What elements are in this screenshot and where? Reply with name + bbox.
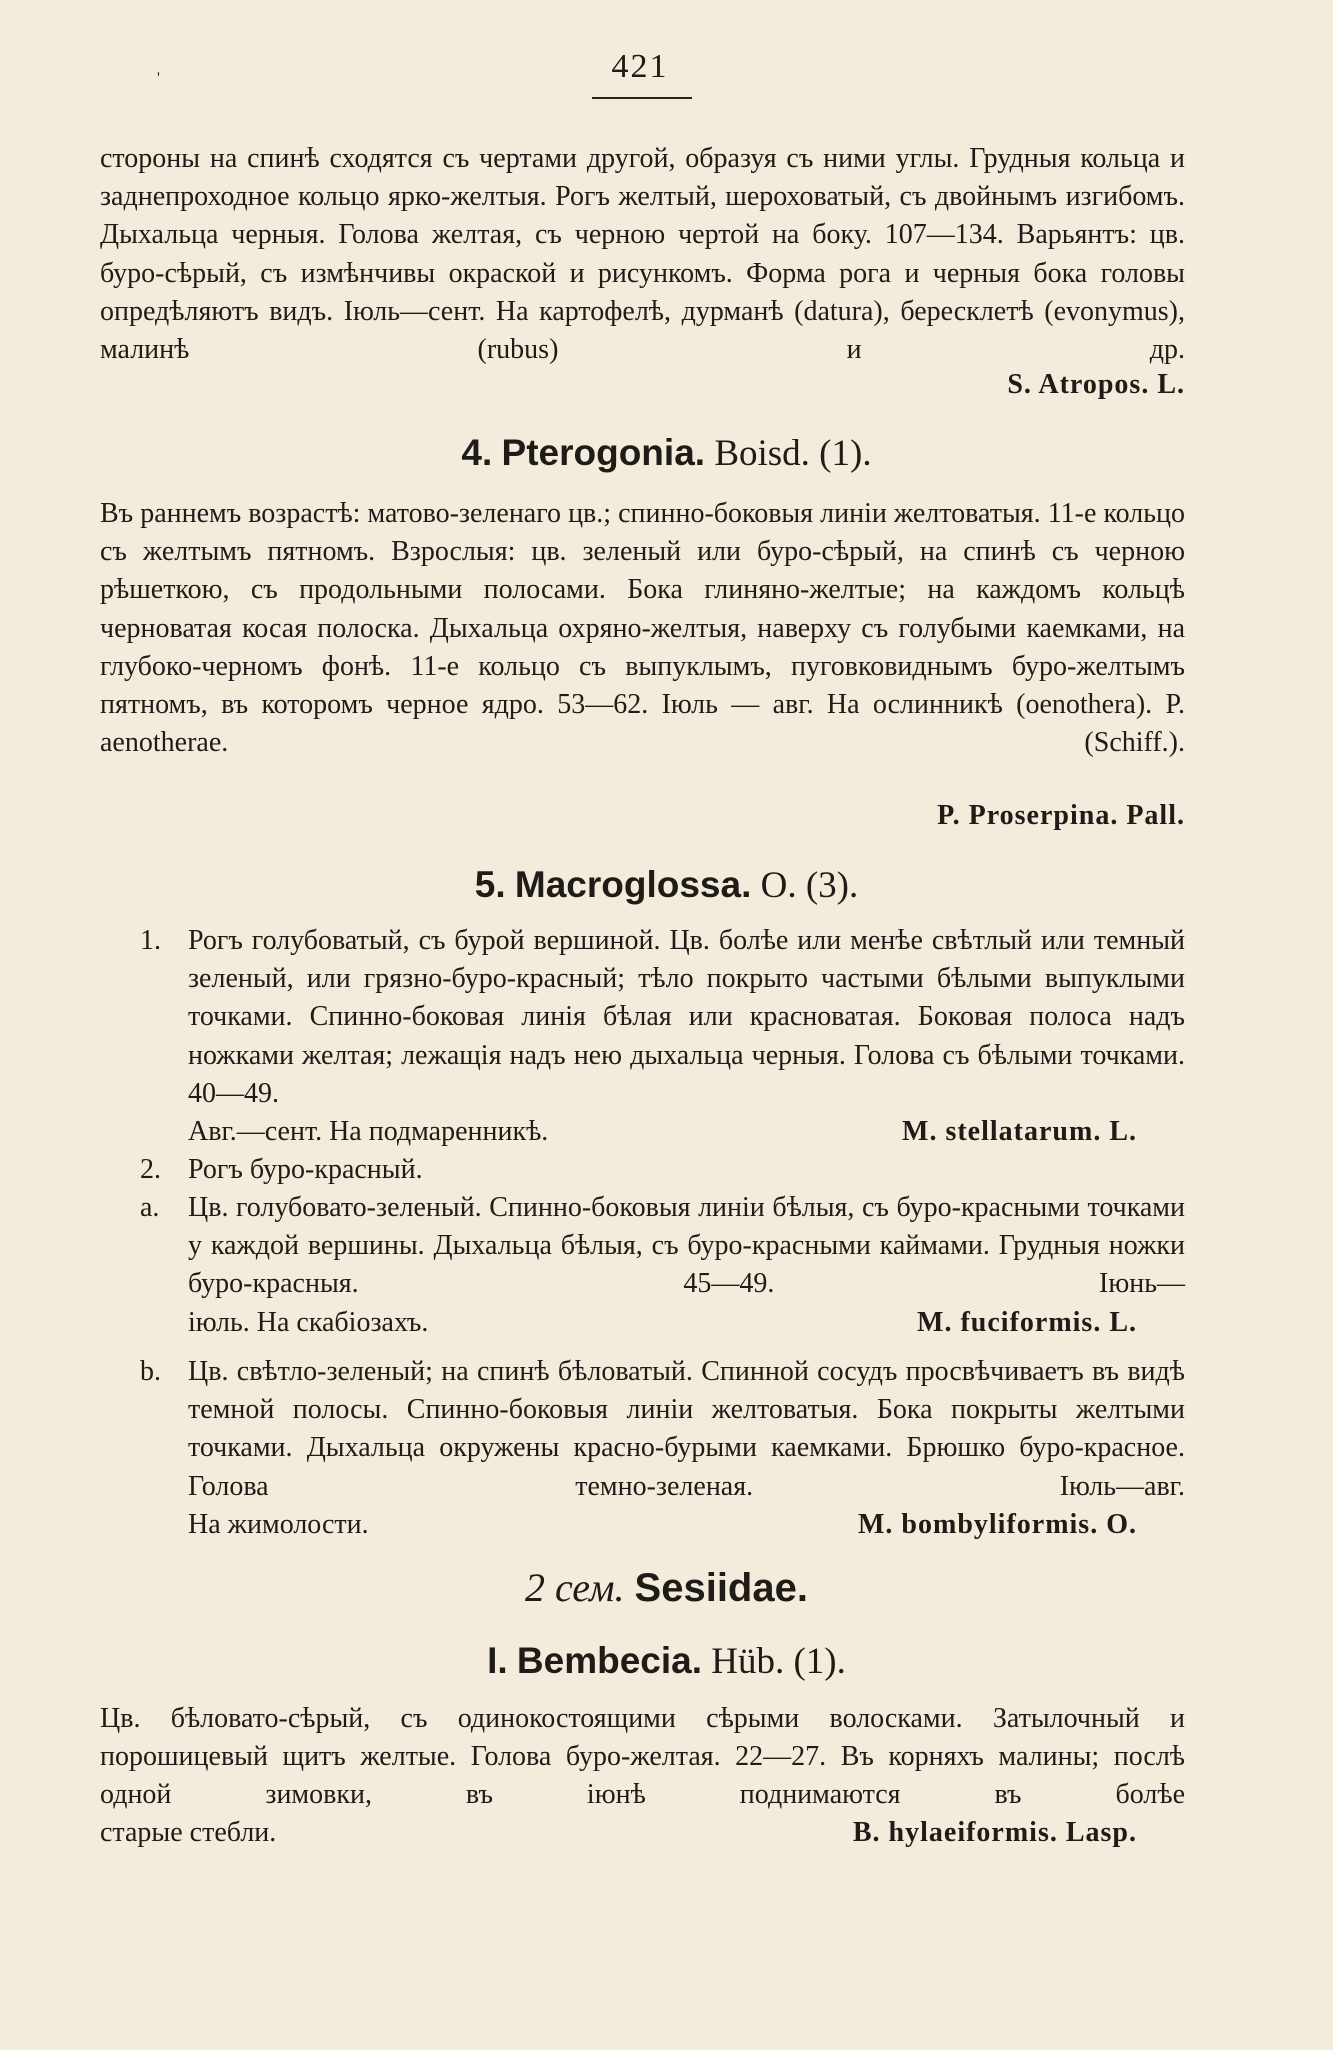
genus-heading-pterogonia (0, 430, 1333, 477)
paragraph-proserpina: Въ раннемъ возрастѣ: матово-зеленаго цв.; спинно-боковыя линіи желтоватыя. 11-е кольцо съ желтымъ пятномъ. Взрослыя: цв. зеленый или буро-сѣрый, на спинѣ съ черною рѣшеткою, съ продольными полосами. Бока глиняно-желтые; на каждомъ кольцѣ черноватая косая полоска. Дыхальца охряно-желтыя, наверху съ голубыми каемками, на глубоко-черномъ фонѣ. 11-е кольцо съ выпуклымъ, пуговковиднымъ буро-желтымъ пятномъ, въ которомъ черное ядро. 53—62. Іюль — авг. На ослинникѣ (oenothera). P. aenotherae. (Schiff.). (100, 498, 1185, 759)
key-marker: 1. (140, 925, 161, 956)
genus-number: 4. (461, 432, 493, 473)
genus-name: Pterogonia. (501, 432, 706, 473)
genus-author: O. (3). (760, 865, 859, 906)
key-description: Рогъ буро-красный. (188, 1154, 423, 1185)
genus-heading-bembecia (0, 1638, 1333, 1685)
key-marker: b. (140, 1356, 161, 1387)
species-hylaeiformis: B. hylaeiformis. Lasp. (852, 1817, 1137, 1848)
page-number: 421 (611, 48, 669, 85)
species-proserpina: P. Proserpina. Pall. (937, 800, 1185, 831)
species-bombyliformis: M. bombyliformis. O. (858, 1509, 1137, 1540)
genus-number: I. (487, 1640, 508, 1681)
paragraph-hylaeiformis: Цв. бѣловато-сѣрый, съ одинокостоящими сѣрыми волосками. Затылочный и порошицевый щитъ желтые. Голова буро-желтая. 22—27. Въ корняхъ малины; послѣ одной зимовки, въ іюнѣ поднимаются въ болѣе (100, 1703, 1185, 1811)
key-description: Рогъ голубоватый, съ бурой вершиной. Цв. болѣе или менѣе свѣтлый или темный зеленый, или грязно-буро-красный; тѣло покрыто частыми бѣлыми выпуклыми точками. Спинно-боковая линія бѣлая или красноватая. Боковая полоса надъ ножками желтая; лежащія надъ нею дыхальца черныя. Голова съ бѣлыми точками. 40—49. (188, 925, 1185, 1109)
key-description: Цв. голубовато-зеленый. Спинно-боковыя линіи бѣлыя, съ буро-красными точками у каждой вершины. Дыхальца бѣлыя, съ буро-красными каймами. Грудныя ножки буро-красныя. 45—49. Іюнь— (188, 1192, 1185, 1300)
page-number-rule (592, 97, 692, 99)
family-heading (0, 1565, 1333, 1611)
genus-name: Bembecia. (516, 1640, 703, 1681)
key-marker: 2. (140, 1154, 161, 1185)
paragraph-atropos: стороны на спинѣ сходятся съ чертами другой, образуя съ ними углы. Грудныя кольца и заднепроходное кольцо ярко-желтыя. Рогъ желтый, шероховатый, съ двойнымъ изгибомъ. Дыхальца черныя. Голова желтая, съ черною чертой на боку. 107—134. Варьянтъ: цв. буро-сѣрый, съ измѣнчивы окраской и рисункомъ. Форма рога и черныя бока головы опредѣляютъ видъ. Іюль—сент. На картофелѣ, дурманѣ (datura), бересклетѣ (evonymus), малинѣ (rubus) и др. (100, 143, 1185, 366)
genus-heading-macroglossa (0, 862, 1333, 909)
key-marker: a. (140, 1192, 160, 1223)
species-stellatarum: M. stellatarum. L. (902, 1116, 1137, 1147)
key-last-text: Авг.—сент. На подмаренникѣ. (188, 1116, 549, 1147)
key-last-text: На жимолости. (188, 1509, 369, 1540)
genus-author: Boisd. (1). (714, 433, 872, 474)
species-atropos: S. Atropos. L. (1007, 369, 1185, 400)
genus-author: Hüb. (1). (711, 1641, 846, 1682)
margin-mark: ' (157, 70, 160, 87)
key-description: Цв. свѣтло-зеленый; на спинѣ бѣловатый. Спинной сосудъ просвѣчиваетъ въ видѣ темной полосы. Спинно-боковыя линіи желтоватыя. Бока покрыты желтыми точками. Дыхальца окружены красно-бурыми каемками. Брюшко буро-красное. Голова темно-зеленая. Іюль—авг. (188, 1356, 1185, 1502)
genus-number: 5. (474, 864, 506, 905)
family-number: 2 сем. (525, 1565, 625, 1610)
paragraph-last-text: старые стебли. (100, 1817, 277, 1848)
species-fuciformis: M. fuciformis. L. (917, 1307, 1137, 1338)
family-name: Sesiidae. (634, 1566, 808, 1610)
genus-name: Macroglossa. (514, 864, 752, 905)
key-last-text: іюль. На скабіозахъ. (188, 1307, 429, 1338)
paragraph-hylaeiformis-last (100, 1814, 1185, 1852)
